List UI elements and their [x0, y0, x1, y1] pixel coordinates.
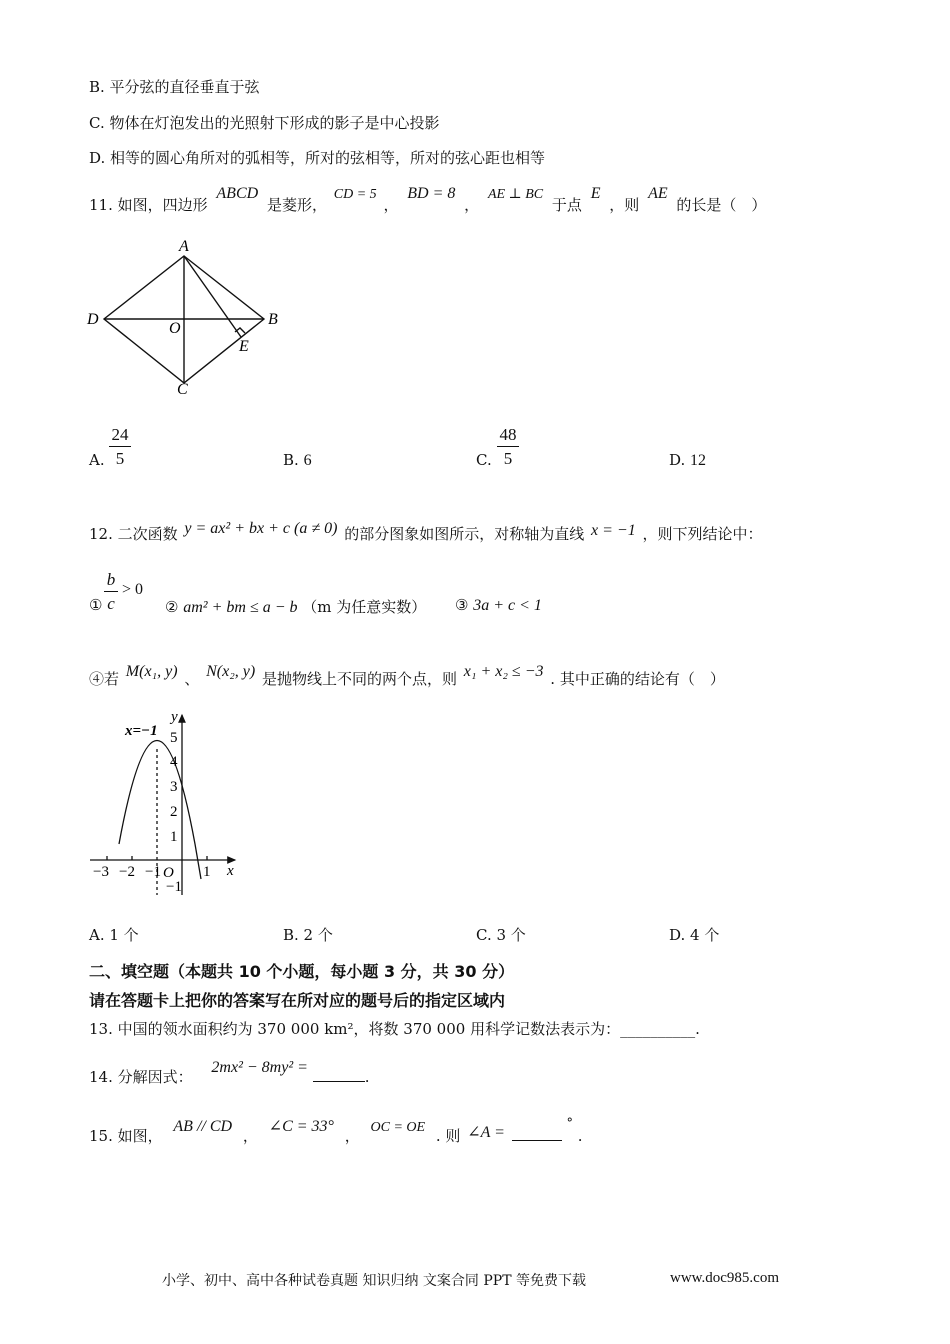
- q15-degree: °: [566, 1116, 573, 1131]
- q12-text-2: ，则下列结论中：: [642, 525, 763, 543]
- q15-end: .: [577, 1127, 583, 1145]
- label-d: D: [87, 311, 99, 328]
- q12-conclusion-1-numerator: b: [106, 570, 116, 589]
- q11-option-a-numerator: 24: [111, 425, 129, 444]
- q11-abcd: ABCD: [216, 185, 259, 202]
- q12-conclusion-3: [455, 596, 542, 615]
- q11-comma-2: ，: [464, 196, 480, 214]
- q12-text-1: 的部分图象如图所示，对称轴为直线: [344, 525, 585, 543]
- label-c: C: [177, 381, 188, 398]
- q14-answer-blank: [313, 1081, 365, 1082]
- section-2-instruction: 请在答题卡上把你的答案写在所对应的题号后的指定区域内: [89, 991, 506, 1010]
- label-e: E: [239, 338, 249, 355]
- q11-bd: BD = 8: [407, 185, 456, 202]
- q11-e: E: [590, 185, 601, 202]
- q12-point-n: N(x₂, y): [206, 663, 256, 680]
- q12-conclusion-2-mark: ②: [165, 598, 179, 616]
- q15-comma-2: ，: [344, 1127, 360, 1145]
- q12-conclusion-2-note: （m 为任意实数）: [302, 598, 427, 616]
- q11-option-c-numerator: 48: [499, 425, 517, 444]
- q12-axis-of-symmetry: x = −1: [591, 522, 636, 539]
- q12-number: 12. 二次函数: [89, 525, 178, 543]
- q11-comma-1: ，: [383, 196, 399, 214]
- q11-cd: CD = 5: [333, 187, 377, 202]
- q11-perp: AE ⊥ BC: [487, 187, 544, 202]
- q11-text-1: 是菱形，: [266, 196, 327, 214]
- q15-angle-c: ∠C = 33°: [268, 1118, 334, 1135]
- q12-conclusion-1-mark: ①: [89, 596, 103, 614]
- q13-text: 13. 中国的领水面积约为 370 000 km²，将数 370 000 用科学记数法表示为：__________.: [89, 1020, 700, 1038]
- q12-option-c: C. 3 个: [476, 926, 526, 944]
- q15-comma-1: ，: [242, 1127, 258, 1145]
- q11-option-c-fraction: [497, 426, 519, 467]
- q15: [89, 1116, 583, 1146]
- q12-option-d: D. 4 个: [669, 926, 720, 944]
- q10-option-b: B. 平分弦的直径垂直于弦: [89, 78, 260, 96]
- q11-option-c-label: C.: [476, 451, 492, 469]
- x-tick-1: 1: [203, 864, 211, 880]
- q11-option-b-value: 6: [303, 452, 312, 469]
- y-tick-5: 5: [170, 730, 178, 746]
- q12-option-b: B. 2 个: [283, 926, 333, 944]
- graph-x-label: x: [227, 863, 234, 879]
- q14-expression: 2mx² − 8my² =: [211, 1059, 308, 1076]
- q11-stem: [89, 185, 767, 215]
- q11-rhombus-figure: [80, 234, 290, 399]
- q12-conclusion-1-rest: > 0: [122, 581, 144, 598]
- q12-conclusion-4-text: 是抛物线上不同的两个点，则: [262, 670, 458, 688]
- q14-number: 14. 分解因式：: [89, 1068, 193, 1086]
- q11-option-c-denominator: 5: [503, 449, 513, 468]
- q11-number: 11. 如图，四边形: [89, 196, 208, 214]
- q12-conclusion-3-expr: 3a + c < 1: [473, 597, 542, 614]
- q10-option-c: C. 物体在灯泡发出的光照射下形成的影子是中心投影: [89, 114, 440, 132]
- q15-number: 15. 如图，: [89, 1127, 163, 1145]
- q11-option-d-value: 12: [690, 452, 707, 469]
- q12-point-m: M(x₁, y): [125, 663, 178, 680]
- q12-parabola-graph: [85, 705, 245, 900]
- q12-stem: [89, 520, 763, 544]
- q15-parallel: AB // CD: [173, 1118, 233, 1135]
- y-tick-neg1: −1: [166, 879, 182, 895]
- q14: [89, 1059, 370, 1087]
- q11-option-b: [283, 451, 312, 470]
- right-angle-mark: [235, 328, 245, 333]
- q12-conclusion-2: [165, 596, 426, 617]
- q12-option-a: A. 1 个: [89, 926, 139, 944]
- graph-axis-label: x=−1: [125, 723, 158, 739]
- label-a: A: [179, 238, 189, 255]
- q15-angle-a: ∠A =: [467, 1124, 505, 1141]
- q11-option-a-label: A.: [89, 451, 105, 469]
- q11-option-d: [669, 451, 706, 470]
- q11-text-3: ，则: [609, 196, 640, 214]
- footer-text: 小学、初中、高中各种试卷真题 知识归纳 文案合同 PPT 等免费下载: [162, 1273, 586, 1289]
- graph-y-label: y: [171, 709, 178, 725]
- q12-conclusion-4-expr: x₁ + x₂ ≤ −3: [463, 663, 544, 680]
- label-o: O: [169, 320, 181, 337]
- q15-oc-oe: OC = OE: [370, 1120, 426, 1135]
- y-tick-4: 4: [170, 754, 178, 770]
- q15-text: . 则: [435, 1127, 461, 1145]
- q11-option-a-fraction: [109, 426, 131, 467]
- y-tick-3: 3: [170, 779, 178, 795]
- q12-conclusion-1-denominator: c: [107, 594, 115, 613]
- x-tick-neg1: −1: [145, 864, 161, 880]
- q11-text-4: 的长是（ ）: [676, 196, 767, 214]
- q11-option-a-denominator: 5: [115, 449, 125, 468]
- q11-text-2: 于点: [551, 196, 582, 214]
- q11-ae: AE: [648, 185, 668, 202]
- segment-ae: [184, 256, 241, 337]
- section-2-title: 二、填空题（本题共 10 个小题，每小题 3 分，共 30 分）: [89, 962, 515, 981]
- q12-conclusion-3-mark: ③: [455, 596, 469, 614]
- footer-url[interactable]: www.doc985.com: [670, 1270, 780, 1286]
- q14-end: .: [364, 1068, 370, 1086]
- graph-origin: O: [163, 865, 174, 881]
- q12-conclusion-4-end: . 其中正确的结论有（ ）: [550, 670, 725, 688]
- q12-conclusion-4: [89, 663, 725, 689]
- q15-answer-blank: [512, 1140, 562, 1141]
- q10-option-d: D. 相等的圆心角所对的弧相等，所对的弦相等，所对的弦心距也相等: [89, 149, 546, 167]
- parabola-curve: [119, 741, 201, 880]
- label-b: B: [268, 311, 278, 328]
- y-tick-1: 1: [170, 829, 178, 845]
- q12-conclusion-4-mark: ④若: [89, 670, 120, 688]
- x-tick-neg2: −2: [119, 864, 135, 880]
- q11-option-d-label: D.: [669, 451, 686, 469]
- q12-conclusion-1-fraction: [104, 571, 118, 612]
- q11-option-b-label: B.: [283, 451, 299, 469]
- q12-conclusion-2-expr: am² + bm ≤ a − b: [183, 599, 298, 616]
- x-tick-neg3: −3: [93, 864, 109, 880]
- q12-separator: 、: [184, 670, 200, 688]
- q12-function: y = ax² + bx + c (a ≠ 0): [184, 520, 338, 537]
- y-tick-2: 2: [170, 804, 178, 820]
